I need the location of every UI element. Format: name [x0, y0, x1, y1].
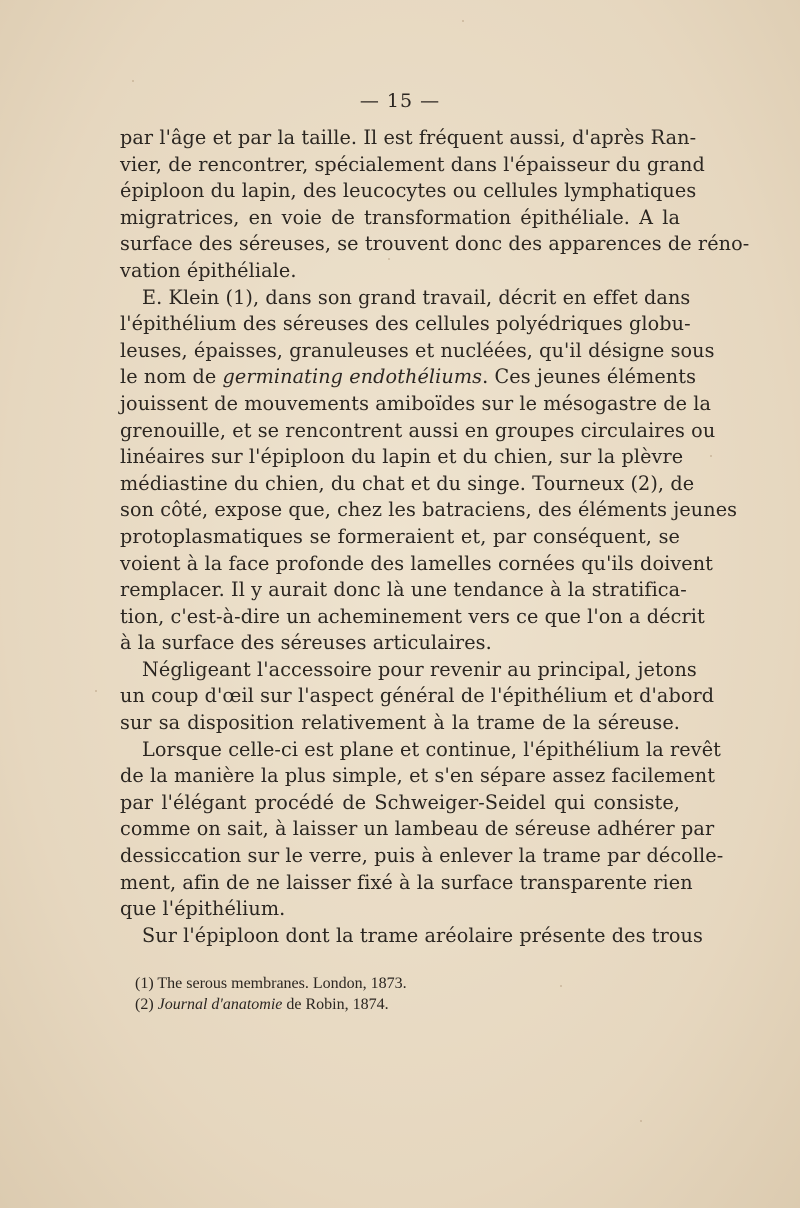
text-line: vier, de rencontrer, spécialement dans l'épaisseur du grand [120, 152, 705, 176]
text-fragment: (2) [135, 996, 158, 1013]
page-number: — 15 — [359, 90, 441, 112]
text-line: protoplasmatiques se formeraient et, par conséquent, se [120, 524, 680, 548]
text-line: E. Klein (1), dans son grand travail, décrit en effet dans [142, 285, 691, 309]
text-fragment: le nom de [120, 365, 223, 389]
text-line: linéaires sur l'épiploon du lapin et du chien, sur la plèvre [120, 445, 684, 469]
text-line [120, 364, 697, 391]
footnote [135, 994, 655, 1015]
paper-speck [640, 1120, 642, 1122]
text-line: son côté, expose que, chez les batraciens, des éléments jeunes [120, 498, 738, 522]
text-line: de la manière la plus simple, et s'en sépare assez facilement [120, 764, 716, 788]
text-line: épiploon du lapin, des leucocytes ou cellules lymphatiques [120, 179, 697, 203]
text-line: l'épithélium des séreuses des cellules polyédriques globu- [120, 312, 691, 336]
text-line: par l'élégant procédé de Schweiger-Seidel qui consiste, [120, 790, 680, 814]
footnotes [135, 973, 655, 1015]
text-line: remplacer. Il y aurait donc là une tendance à la stratifica- [120, 578, 687, 602]
text-line: Négligeant l'accessoire pour revenir au principal, jetons [142, 657, 697, 681]
text-line: migratrices, en voie de transformation épithéliale. A la [120, 205, 680, 229]
paper-speck [95, 690, 97, 692]
main-text [120, 125, 750, 949]
text-line: Lorsque celle-ci est plane et continue, l'épithélium la revêt [142, 737, 721, 761]
text-line: sur sa disposition relativement à la trame de la séreuse. [120, 711, 680, 735]
text-line: leuses, épaisses, granuleuses et nucléées, qu'il désigne sous [120, 338, 715, 362]
text-fragment: . Ces jeunes éléments [482, 365, 697, 389]
text-line: un coup d'œil sur l'aspect général de l'épithélium et d'abord [120, 684, 715, 708]
text-line: par l'âge et par la taille. Il est fréquent aussi, d'après Ran- [120, 126, 697, 149]
paper-speck [710, 455, 712, 457]
text-line: jouissent de mouvements amiboïdes sur le mésogastre de la [120, 391, 712, 415]
text-line: vation épithéliale. [120, 258, 297, 282]
text-line: surface des séreuses, se trouvent donc des apparences de réno- [120, 232, 750, 256]
footnote: (1) The serous membranes. London, 1873. [135, 975, 407, 992]
text-line: Sur l'épiploon dont la trame aréolaire présente des trous [142, 923, 703, 947]
paper-speck [388, 258, 390, 260]
text-line: voient à la face profonde des lamelles cornées qu'ils doivent [120, 551, 713, 575]
paper-speck [462, 20, 464, 22]
text-line: dessiccation sur le verre, puis à enlever la trame par décolle- [120, 844, 724, 868]
italic-title: Journal d'anatomie [157, 996, 283, 1013]
text-line: tion, c'est-à-dire un acheminement vers ce que l'on a décrit [120, 604, 705, 628]
text-line: grenouille, et se rencontrent aussi en groupes circulaires ou [120, 418, 716, 442]
text-line: que l'épithélium. [120, 897, 286, 921]
text-fragment: de Robin, 1874. [282, 996, 389, 1013]
text-line: ment, afin de ne laisser fixé à la surface transparente rien [120, 870, 693, 894]
paper-speck [560, 985, 562, 987]
text-line: à la surface des séreuses articulaires. [120, 631, 492, 655]
italic-term: germinating endothéliums [222, 365, 483, 389]
text-line: médiastine du chien, du chat et du singe. Tourneux (2), de [120, 471, 695, 495]
text-line: comme on sait, à laisser un lambeau de séreuse adhérer par [120, 817, 715, 841]
paper-speck [132, 80, 134, 82]
